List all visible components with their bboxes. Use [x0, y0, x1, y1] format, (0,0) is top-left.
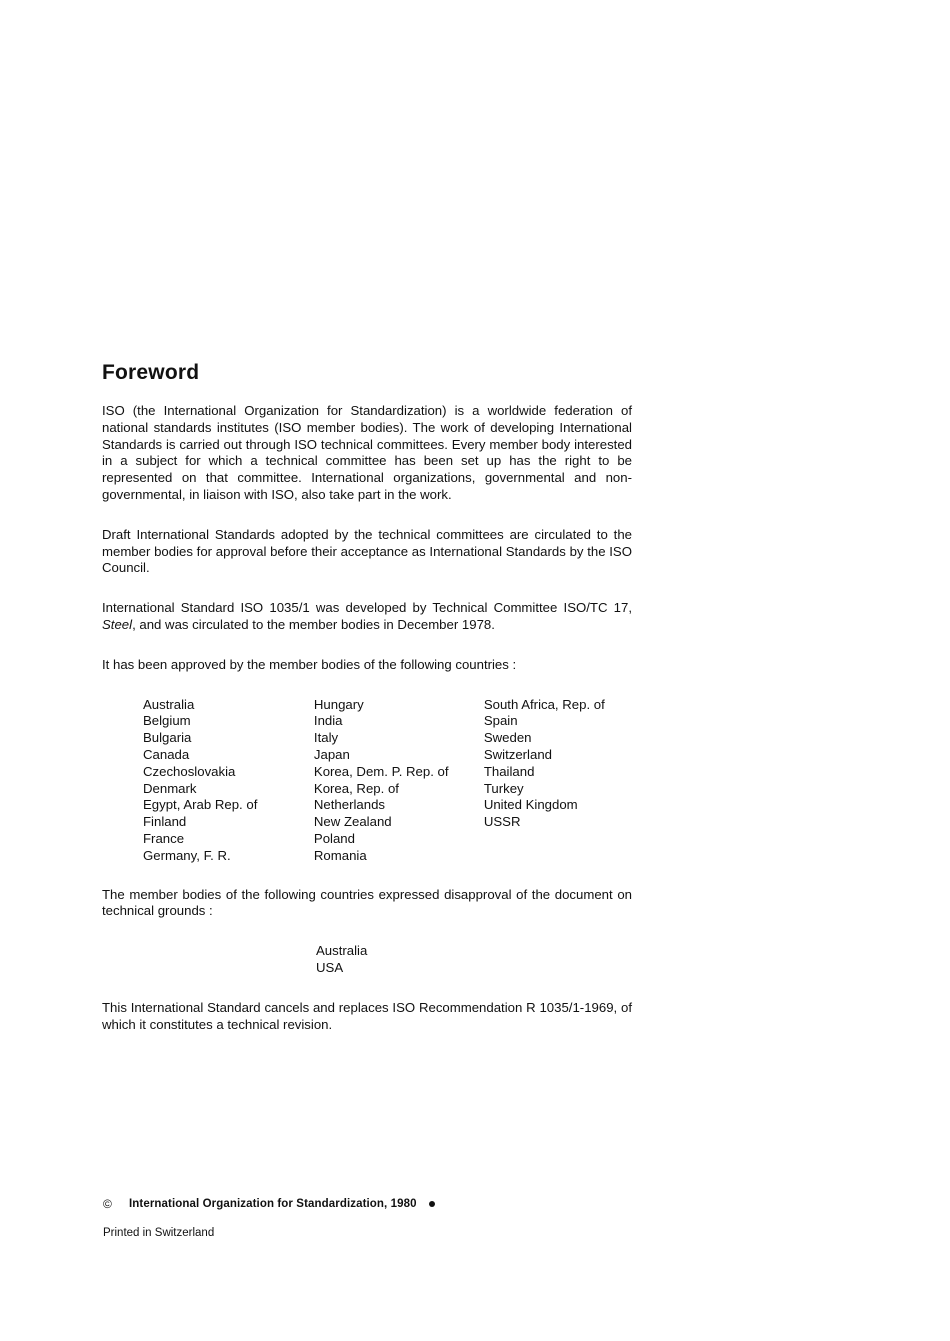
country-item: Sweden — [483, 730, 532, 746]
country-item: Netherlands — [313, 797, 386, 813]
disapproving-countries-list — [316, 943, 632, 977]
development-text-start: International Standard ISO 1035/1 was developed by Technical Committee ISO/TC 17, — [102, 600, 632, 616]
country-item: Hungary — [313, 696, 364, 712]
country-item: Turkey — [483, 780, 524, 796]
disapproving-country-item: USA — [316, 959, 344, 975]
copyright-text: International Organization for Standardization, 1980 — [129, 1198, 417, 1210]
copyright-icon: © — [103, 1197, 112, 1211]
country-item: South Africa, Rep. of — [483, 696, 605, 712]
country-item: New Zealand — [313, 814, 392, 830]
country-item: Italy — [313, 730, 339, 746]
paragraph-disapproval: The member bodies of the following countries expressed disapproval of the document on technical grounds : — [102, 886, 632, 919]
country-item: Korea, Dem. P. Rep. of — [313, 763, 449, 779]
country-item: Czechoslovakia — [143, 763, 236, 779]
country-item: Belgium — [143, 713, 191, 729]
country-item: India — [313, 713, 343, 729]
country-item: Switzerland — [483, 746, 552, 762]
page-title: Foreword — [102, 361, 200, 384]
bullet-icon — [429, 1201, 435, 1207]
country-item: Canada — [143, 746, 190, 762]
foreword-section — [102, 360, 632, 1033]
country-item: Denmark — [143, 780, 197, 796]
copyright-line — [103, 1197, 435, 1211]
country-item: Poland — [313, 830, 355, 846]
development-text-end: , and was circulated to the member bodies in December 1978. — [132, 616, 495, 632]
countries-column-1 — [143, 697, 314, 865]
country-item: Romania — [313, 847, 367, 863]
countries-column-2 — [314, 697, 484, 865]
country-item: Australia — [143, 696, 195, 712]
country-item: Finland — [143, 814, 187, 830]
paragraph-approval: It has been approved by the member bodies of the following countries : — [102, 656, 517, 672]
paragraph-revision: This International Standard cancels and replaces ISO Recommendation R 1035/1-1969, of which it constitutes a technical revision. — [102, 999, 632, 1032]
country-item: USSR — [483, 814, 521, 830]
country-item: Egypt, Arab Rep. of — [143, 797, 258, 813]
paragraph-iso-intro: ISO (the International Organization for Standardization) is a worldwide federation of national standards institutes (ISO member bodies). The work of developing International Standards is carried out through ISO technical committees. Every member body interested in a subject for which a technical committee has been set up has the right to be represented on that committee. International organizations, governmental and non-governmental, in liaison with ISO, also take part in the work. — [102, 403, 632, 502]
country-item: Spain — [483, 713, 518, 729]
printed-location: Printed in Switzerland — [103, 1227, 215, 1239]
country-item: Korea, Rep. of — [313, 780, 399, 796]
country-item: France — [143, 830, 185, 846]
country-item: Germany, F. R. — [143, 847, 231, 863]
paragraph-draft-standards: Draft International Standards adopted by the technical committees are circulated to the member bodies for approval before their acceptance as International Standards by the ISO Council. — [102, 526, 632, 576]
disapproving-country-item: Australia — [316, 943, 368, 959]
country-item: Thailand — [483, 763, 535, 779]
country-item: Japan — [313, 746, 350, 762]
countries-column-3 — [484, 697, 632, 865]
approving-countries-list — [143, 697, 632, 865]
footer — [103, 1197, 435, 1239]
country-item: United Kingdom — [483, 797, 578, 813]
committee-name-italic: Steel — [102, 616, 133, 632]
paragraph-development — [102, 600, 632, 634]
country-item: Bulgaria — [143, 730, 192, 746]
